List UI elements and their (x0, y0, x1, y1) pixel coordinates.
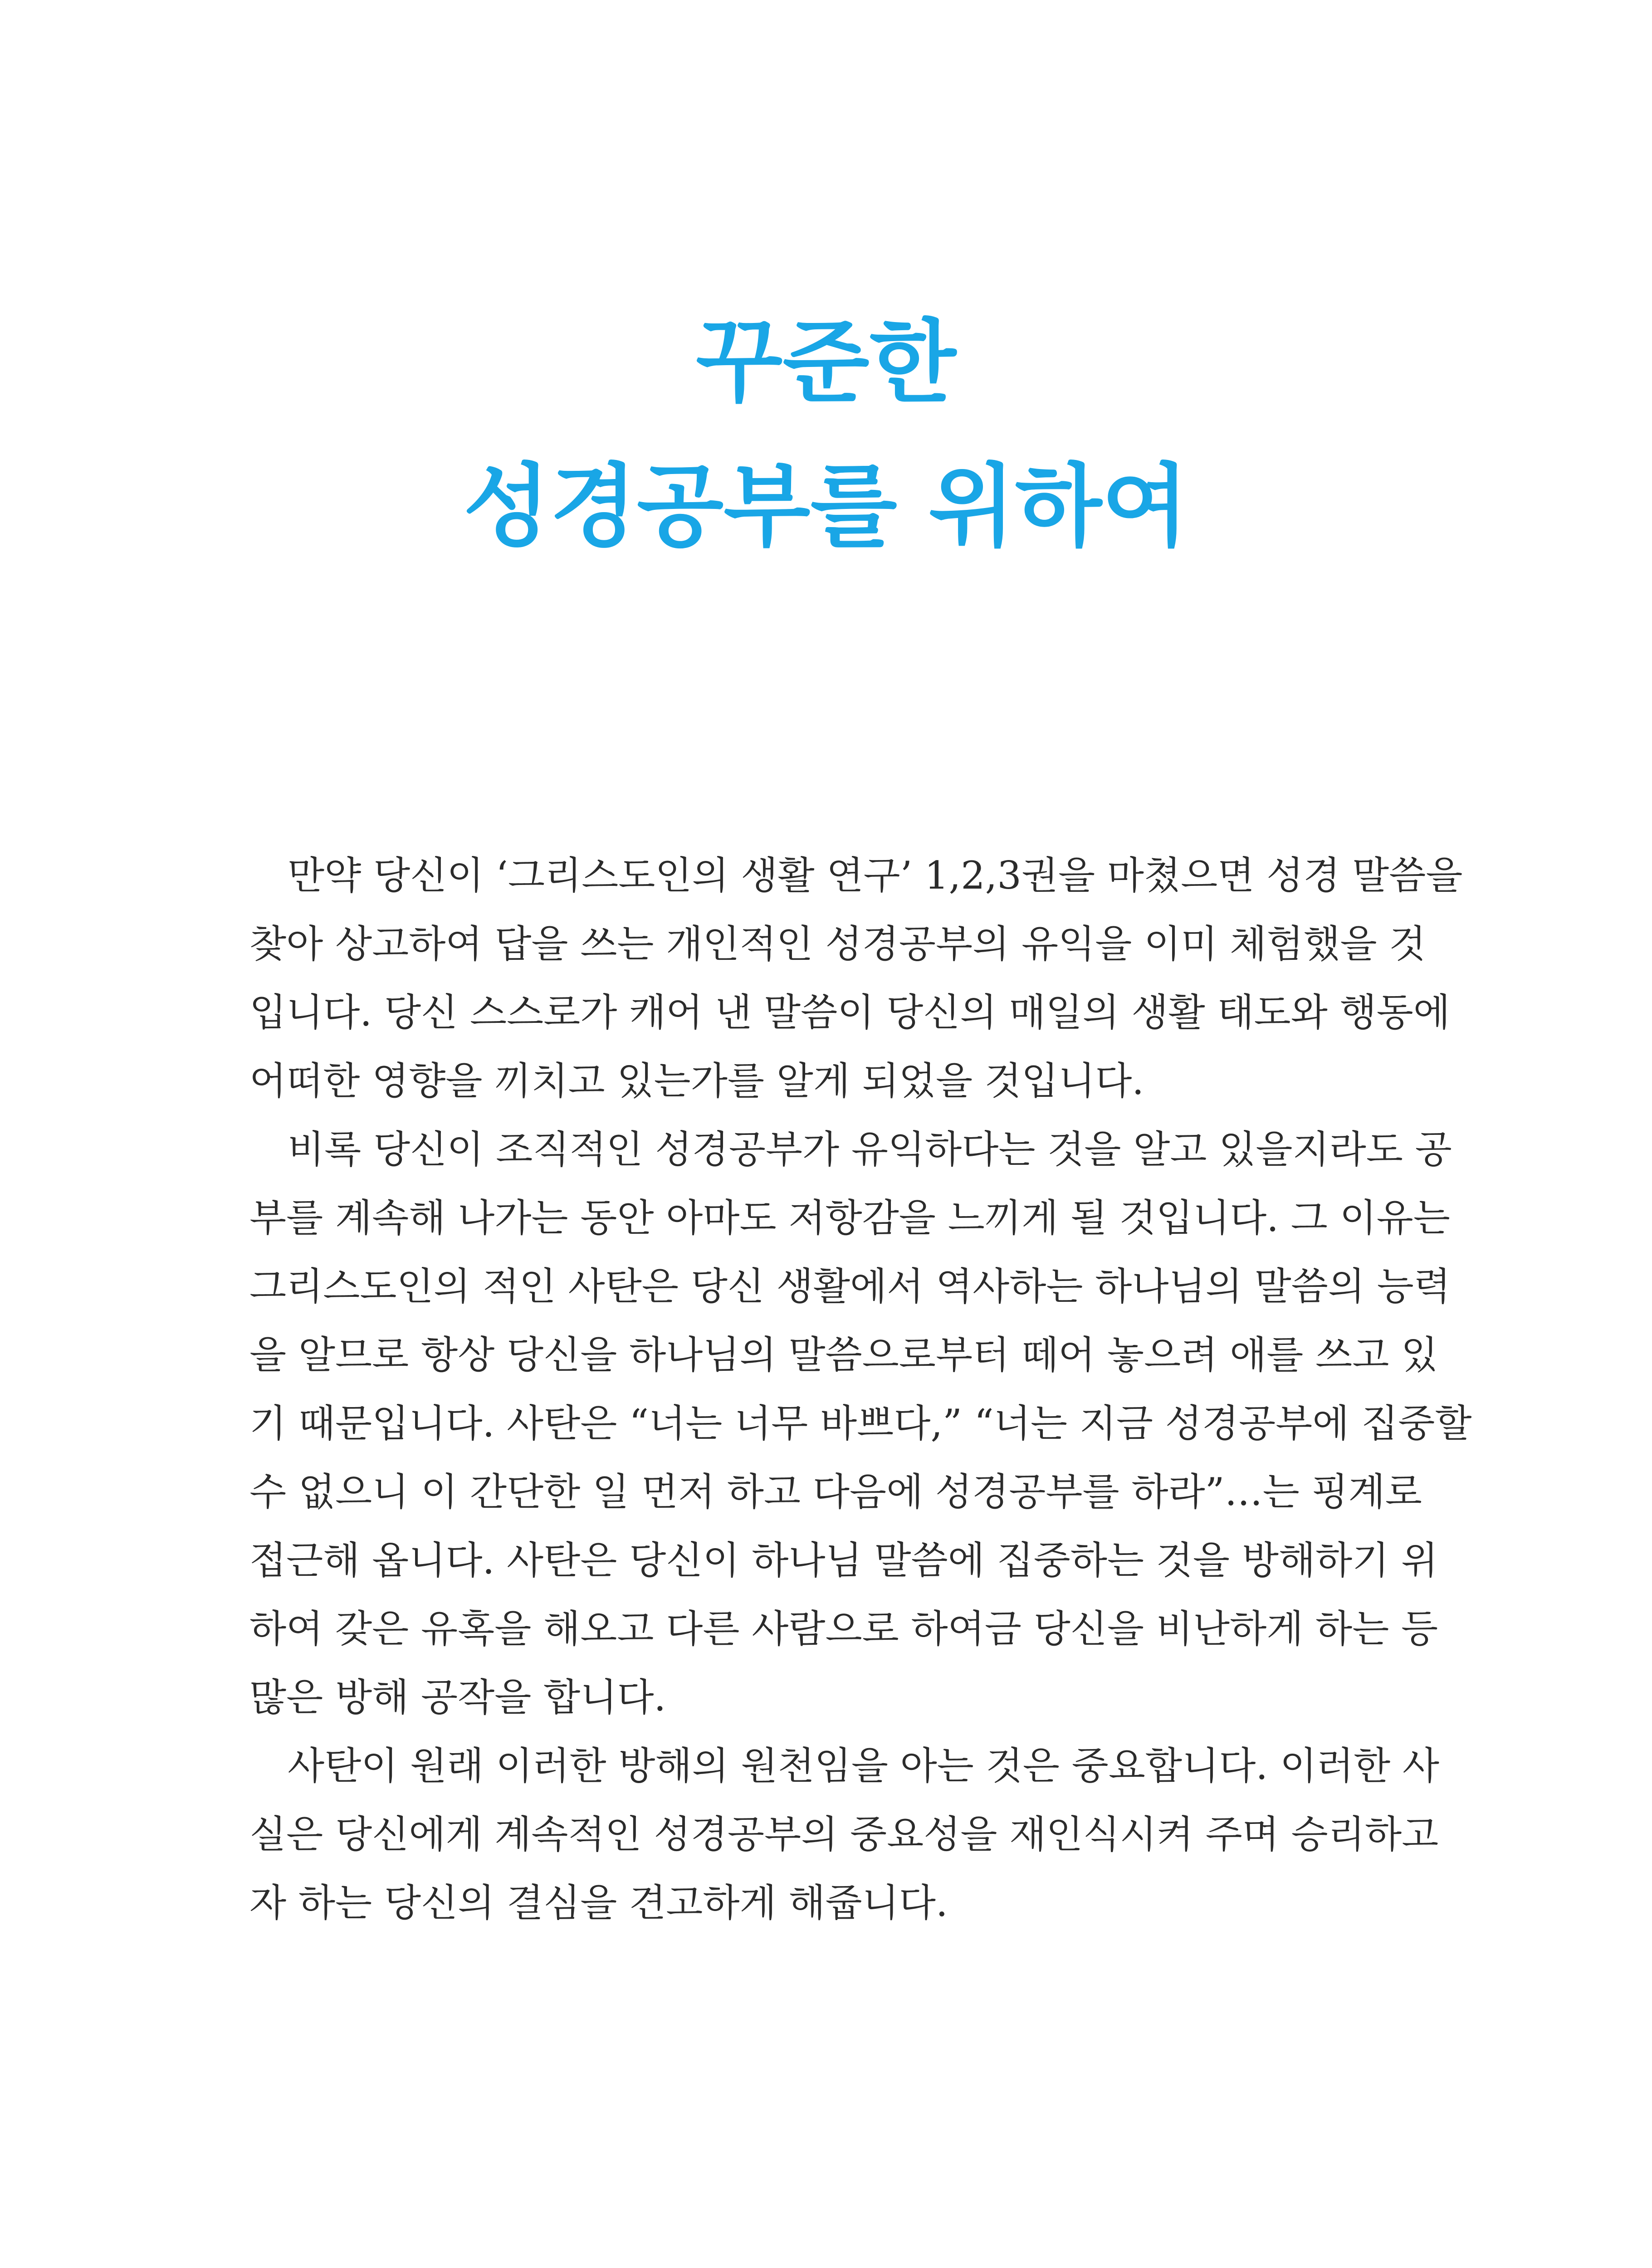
paragraph-3 (249, 1732, 1440, 1937)
text-line: 입니다. 당신 스스로가 캐어 낸 말씀이 당신의 매일의 생활 태도와 행동에 (249, 990, 1450, 1035)
paragraph-1 (249, 841, 1463, 1115)
text-line: 만약 당신이 ‘그리스도인의 생활 연구’ 1,2,3권을 마쳤으면 성경 말씀을 (288, 853, 1463, 898)
text-line: 사탄이 원래 이러한 방해의 원천임을 아는 것은 중요합니다. 이러한 사 (288, 1744, 1440, 1788)
text-line: 부를 계속해 나가는 동안 아마도 저항감을 느끼게 될 것입니다. 그 이유는 (249, 1196, 1450, 1240)
text-line: 기 때문입니다. 사탄은 “너는 너무 바쁘다,” “너는 지금 성경공부에 집중할 (249, 1401, 1472, 1446)
text-line: 자 하는 당신의 결심을 견고하게 해줍니다. (249, 1881, 948, 1925)
text-line: 을 알므로 항상 당신을 하나님의 말씀으로부터 떼어 놓으려 애를 쓰고 있 (249, 1333, 1438, 1377)
text-line: 접근해 옵니다. 사탄은 당신이 하나님 말씀에 집중하는 것을 방해하기 위 (249, 1538, 1438, 1583)
text-line: 하여 갖은 유혹을 해오고 다른 사람으로 하여금 당신을 비난하게 하는 등 (249, 1607, 1438, 1651)
title-line-1: 꾸준한 (696, 310, 956, 415)
text-line: 많은 방해 공작을 합니다. (249, 1675, 666, 1720)
text-line: 비록 당신이 조직적인 성경공부가 유익하다는 것을 알고 있을지라도 공 (288, 1127, 1452, 1172)
paragraph-2 (249, 1115, 1472, 1732)
title-line-2: 성경공부를 위하여 (463, 454, 1189, 559)
text-line: 어떠한 영향을 끼치고 있는가를 알게 되었을 것입니다. (249, 1059, 1144, 1103)
text-line: 그리스도인의 적인 사탄은 당신 생활에서 역사하는 하나님의 말씀의 능력 (249, 1264, 1451, 1309)
text-line: 실은 당신에게 계속적인 성경공부의 중요성을 재인식시켜 주며 승리하고 (249, 1812, 1439, 1857)
body-text (249, 841, 1472, 1937)
text-line: 찾아 상고하여 답을 쓰는 개인적인 성경공부의 유익을 이미 체험했을 것 (249, 922, 1426, 966)
page-title (0, 310, 1652, 559)
text-line: 수 없으니 이 간단한 일 먼저 하고 다음에 성경공부를 하라”…는 핑계로 (249, 1470, 1422, 1514)
